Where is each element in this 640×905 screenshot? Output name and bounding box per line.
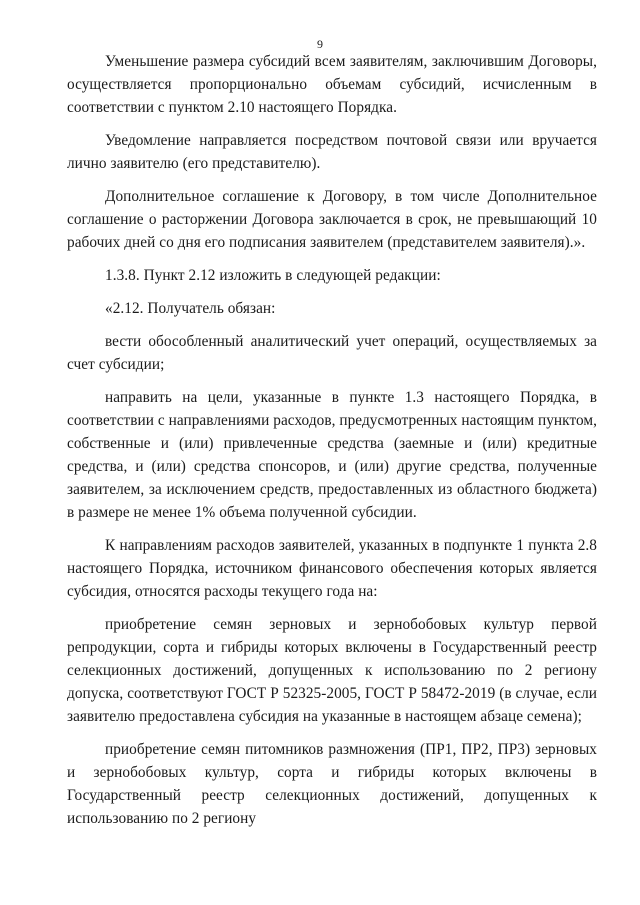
paragraph-subsidy-reduction: Уменьшение размера субсидий всем заявителям, заключившим Договоры, осуществляется пропорционально объемам субсидий, исчисленным в соответствии с пунктом 2.10 настоящего Порядка. [67,53,597,116]
page-number: 9 [317,37,323,51]
paragraph-nursery-seeds: приобретение семян питомников размножения (ПР1, ПР2, ПР3) зерновых и зернобобовых культур, сорта и гибриды которых включены в Государственный реестр селекционных достижений, допущенных к использованию по 2 региону [67,741,597,827]
document-body [67,50,597,840]
paragraph-own-funds: направить на цели, указанные в пункте 1.3 настоящего Порядка, в соответствии с направлениями расходов, предусмотренных настоящим пунктом, собственные и (или) привлеченные средства (заемные и (или) кредитные средства, и (или) средства спонсоров, и (или) другие средства, полученные заявителем, за исключением средств, предоставленных из областного бюджета) в размере не менее 1% объема полученной субсидии. [67,389,597,521]
paragraph-expense-directions: К направлениям расходов заявителей, указанных в подпункте 1 пункта 2.8 настоящего Порядка, источником финансового обеспечения которых является субсидия, относятся расходы текущего года на: [67,537,597,600]
paragraph-first-reproduction-seeds: приобретение семян зерновых и зернобобовых культур первой репродукции, сорта и гибриды которых включены в Государственный реестр селекционных достижений, допущенных к использованию по 2 региону допуска, соответствуют ГОСТ Р 52325-2005, ГОСТ Р 58472-2019 (в случае, если заявителю предоставлена субсидия на указанные в настоящем абзаце семена); [67,616,597,725]
paragraph-additional-agreement: Дополнительное соглашение к Договору, в том числе Дополнительное соглашение о расторжении Договора заключается в срок, не превышающий 10 рабочих дней со дня его подписания заявителем (представителем заявителя).». [67,188,597,251]
paragraph-accounting: вести обособленный аналитический учет операций, осуществляемых за счет субсидии; [67,333,597,373]
paragraph-clause-2-12: «2.12. Получатель обязан: [105,300,276,317]
paragraph-clause-1-3-8: 1.3.8. Пункт 2.12 изложить в следующей редакции: [105,267,441,284]
paragraph-notification: Уведомление направляется посредством почтовой связи или вручается лично заявителю (его представителю). [67,132,597,172]
